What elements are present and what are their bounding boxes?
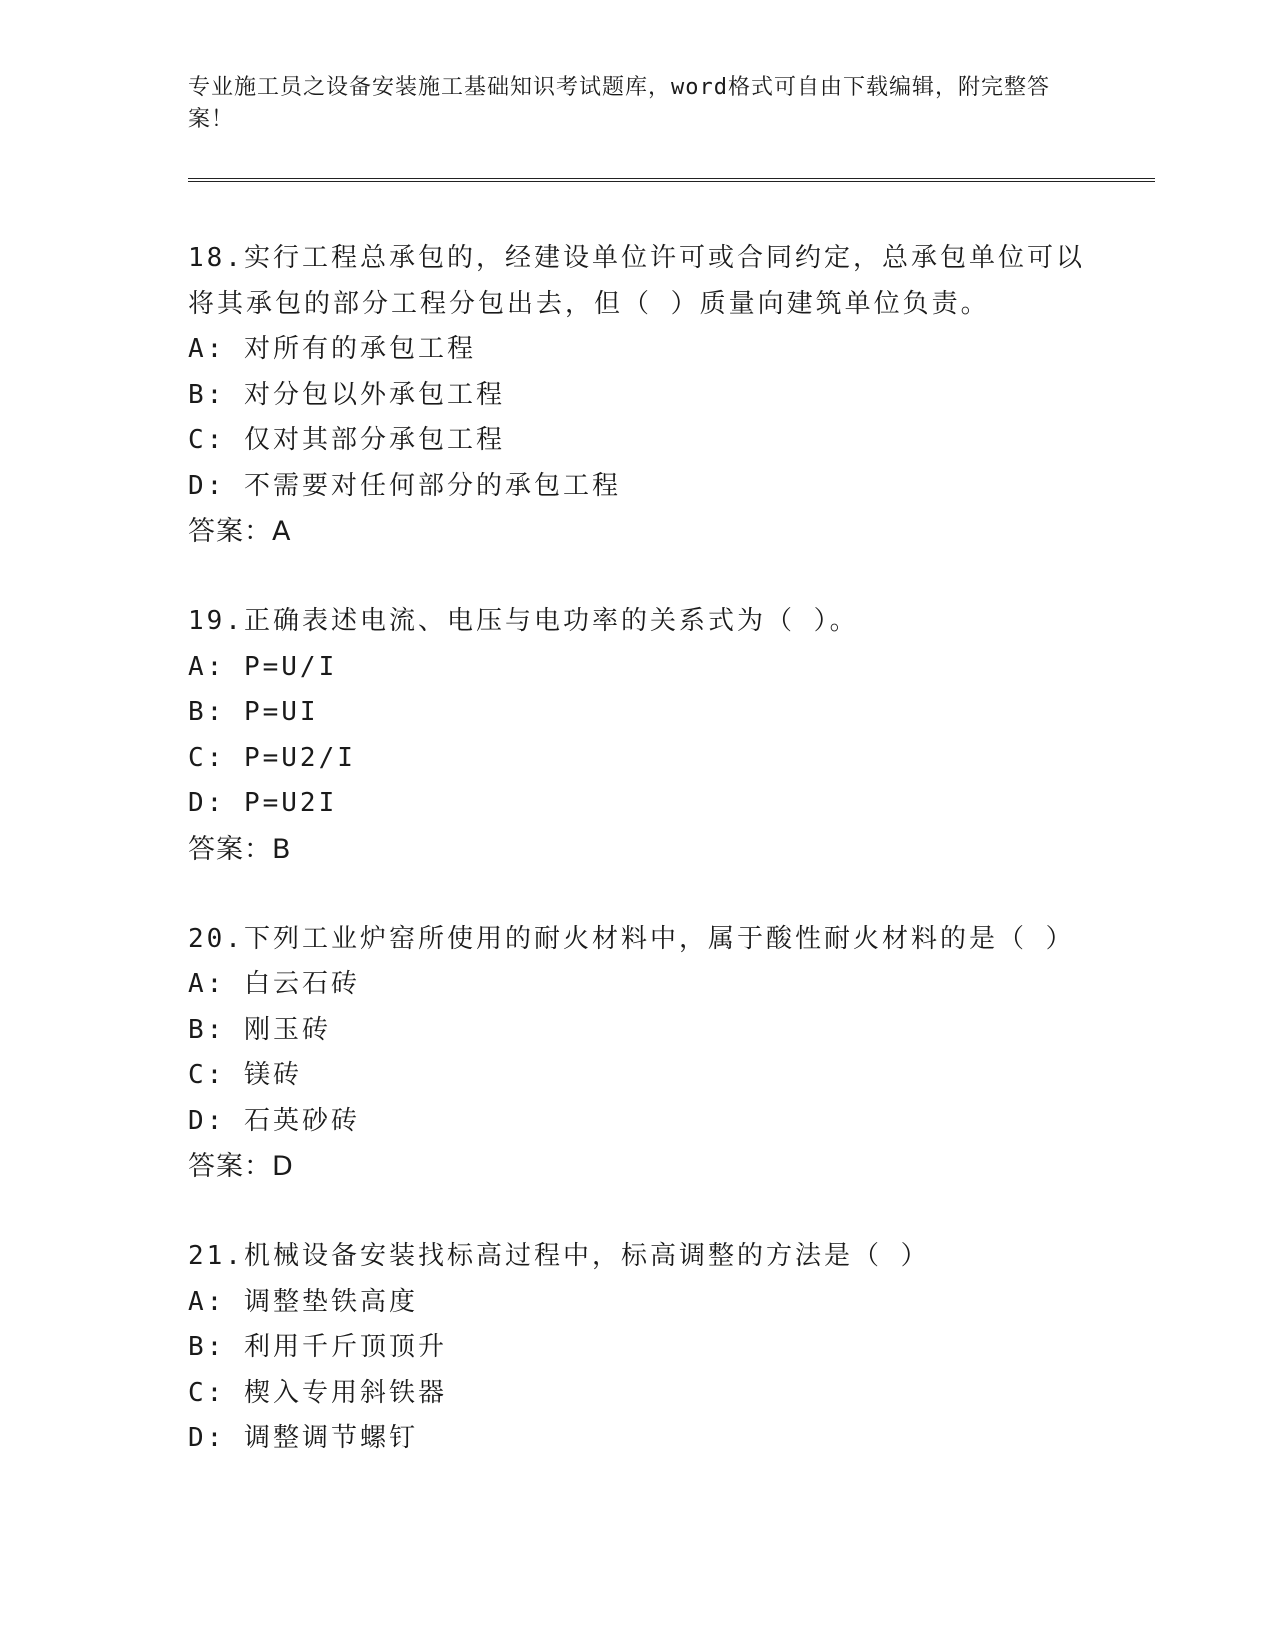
option-b: B: 利用千斤顶顶升 bbox=[188, 1332, 447, 1362]
question-stem: 18.实行工程总承包的，经建设单位许可或合同约定，总承包单位可以 bbox=[188, 243, 1085, 273]
answer-label: 答案：A bbox=[188, 516, 292, 547]
option-a: A: 调整垫铁高度 bbox=[188, 1286, 418, 1317]
option-a: A: 白云石砖 bbox=[188, 969, 360, 999]
answer-label: 答案：B bbox=[188, 833, 292, 865]
option-a: A: P=U/I bbox=[188, 651, 338, 682]
option-c: C: P=U2/I bbox=[188, 742, 356, 773]
question-21 bbox=[188, 1234, 1088, 1462]
question-stem-continued: 将其承包的部分工程分包出去，但（ ）质量向建筑单位负责。 bbox=[188, 288, 990, 319]
question-19 bbox=[188, 599, 1088, 873]
question-list bbox=[188, 236, 1088, 1506]
option-c: C: 楔入专用斜铁器 bbox=[188, 1377, 447, 1408]
option-d: D: 不需要对任何部分的承包工程 bbox=[188, 470, 621, 501]
question-stem: 20.下列工业炉窑所使用的耐火材料中，属于酸性耐火材料的是（ ） bbox=[188, 923, 1075, 954]
option-d: D: P=U2I bbox=[188, 788, 338, 818]
option-b: B: P=UI bbox=[188, 697, 319, 727]
question-20 bbox=[188, 917, 1088, 1191]
option-a: A: 对所有的承包工程 bbox=[188, 334, 476, 364]
header-divider bbox=[188, 178, 1155, 182]
answer-label: 答案：D bbox=[188, 1151, 294, 1182]
question-stem: 21.机械设备安装找标高过程中，标高调整的方法是（ ） bbox=[188, 1241, 930, 1271]
option-b: B: 对分包以外承包工程 bbox=[188, 379, 505, 410]
option-d: D: 石英砂砖 bbox=[188, 1105, 360, 1136]
question-stem: 19.正确表述电流、电压与电功率的关系式为（ ）。 bbox=[188, 606, 859, 636]
option-b: B: 刚玉砖 bbox=[188, 1014, 331, 1045]
option-c: C: 镁砖 bbox=[188, 1060, 302, 1090]
document-header: 专业施工员之设备安装施工基础知识考试题库，word格式可自由下载编辑，附完整答案！ bbox=[188, 75, 1050, 132]
option-d: D: 调整调节螺钉 bbox=[188, 1423, 418, 1453]
option-c: C: 仅对其部分承包工程 bbox=[188, 425, 505, 455]
question-18 bbox=[188, 236, 1088, 555]
